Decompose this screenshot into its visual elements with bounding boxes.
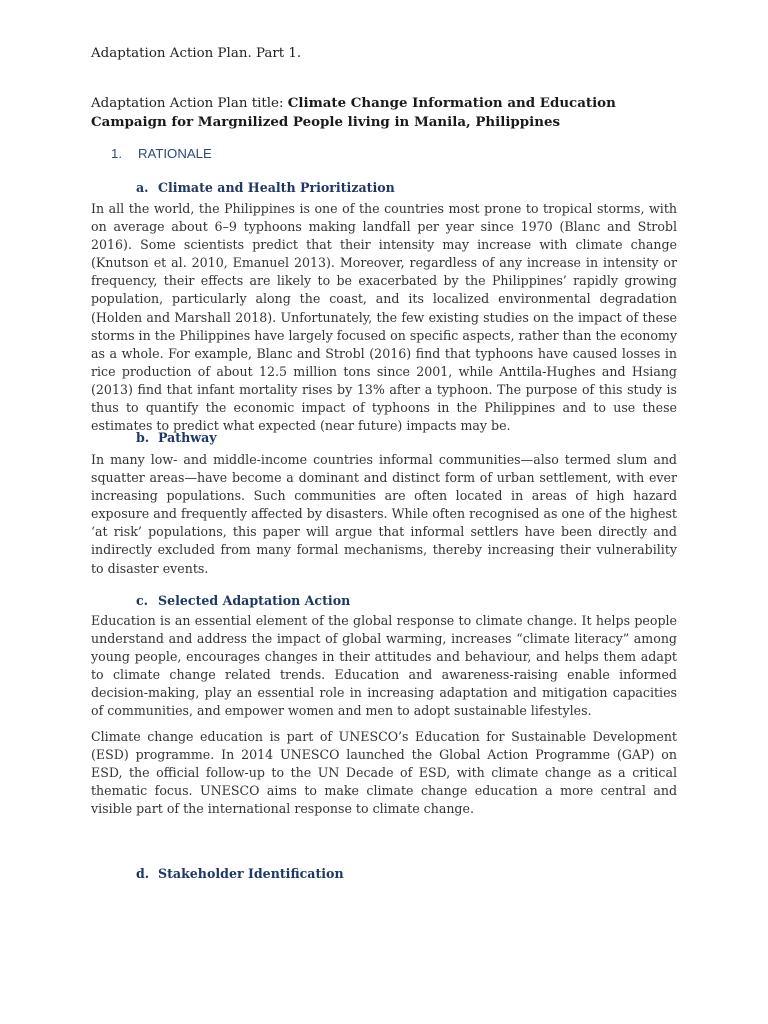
subsection-letter-a: a. — [136, 180, 149, 195]
subsection-letter-b: b. — [136, 430, 150, 445]
subsection-letter-d: d. — [136, 866, 150, 881]
subsection-heading-b — [136, 430, 217, 445]
subsection-title-a: Climate and Health Prioritization — [158, 180, 395, 195]
paragraph-a: In all the world, the Philippines is one of the countries most prone to tropical storms, with on average about 6–9 typhoons making landfall per year since 1970 (Blanc and Strobl 2016). Some scientists predict that their intensity may increase with climate change (Knutson et al. 2010, Emanuel 2013). Moreover, regardless of any increase in intensity or frequency, their effects are likely to be exacerbated by the Philippines’ rapidly growing population, particularly along the coast, and its localized environmental degradation (Holden and Marshall 2018). Unfortunately, the few existing studies on the impact of these storms in the Philippines have largely focused on specific aspects, rather than the economy as a whole. For example, Blanc and Strobl (2016) find that typhoons have caused losses in rice production of about 12.5 million tons since 2001, while Anttila-Hughes and Hsiang (2013) find that infant mortality rises by 13% after a typhoon. The purpose of this study is thus to quantify the economic impact of typhoons in the Philippines and to use these estimates to predict what expected (near future) impacts may be. — [91, 201, 677, 434]
paragraph-b: In many low- and middle-income countries informal communities—also termed slum and squatter areas—have become a dominant and distinct form of urban settlement, with ever increasing populations. Such communities are often located in areas of high hazard exposure and frequently affected by disasters. While often recognised as one of the highest ‘at risk’ populations, this paper will argue that informal settlers have been directly and indirectly excluded from many formal mechanisms, thereby increasing their vulnerability to disaster events. — [91, 452, 677, 576]
section-heading — [111, 146, 212, 161]
subsection-title-d: Stakeholder Identification — [158, 866, 344, 881]
subsection-title-b: Pathway — [158, 430, 217, 445]
paragraph-c1: Education is an essential element of the global response to climate change. It helps people understand and address the impact of global warming, increases “climate literacy” among young people, encourages changes in their attitudes and behaviour, and helps them adapt to climate change related trends. Education and awareness-raising enable informed decision-making, play an essential role in increasing adaptation and mitigation capacities of communities, and empower women and men to adopt sustainable lifestyles. — [91, 613, 677, 719]
section-label: RATIONALE — [138, 146, 212, 161]
subsection-heading-c — [136, 593, 350, 608]
paragraph-c2: Climate change education is part of UNESCO’s Education for Sustainable Development (ESD) programme. In 2014 UNESCO launched the Global Action Programme (GAP) on ESD, the official follow-up to the UN Decade of ESD, with climate change as a critical thematic focus. UNESCO aims to make climate change education a more central and visible part of the international response to climate change. — [91, 729, 677, 817]
subsection-title-c: Selected Adaptation Action — [158, 593, 351, 608]
plan-title-bold: Climate Change Information and Education Campaign for Margnilized People living in Manila, Philippines — [91, 95, 616, 130]
subsection-heading-d — [136, 866, 344, 881]
document-header: Adaptation Action Plan. Part 1. — [91, 46, 302, 61]
subsection-heading-a — [136, 180, 395, 195]
section-number: 1. — [111, 146, 122, 161]
plan-title-prefix: Adaptation Action Plan title: — [91, 96, 288, 111]
subsection-letter-c: c. — [136, 593, 149, 608]
plan-title — [91, 94, 677, 132]
